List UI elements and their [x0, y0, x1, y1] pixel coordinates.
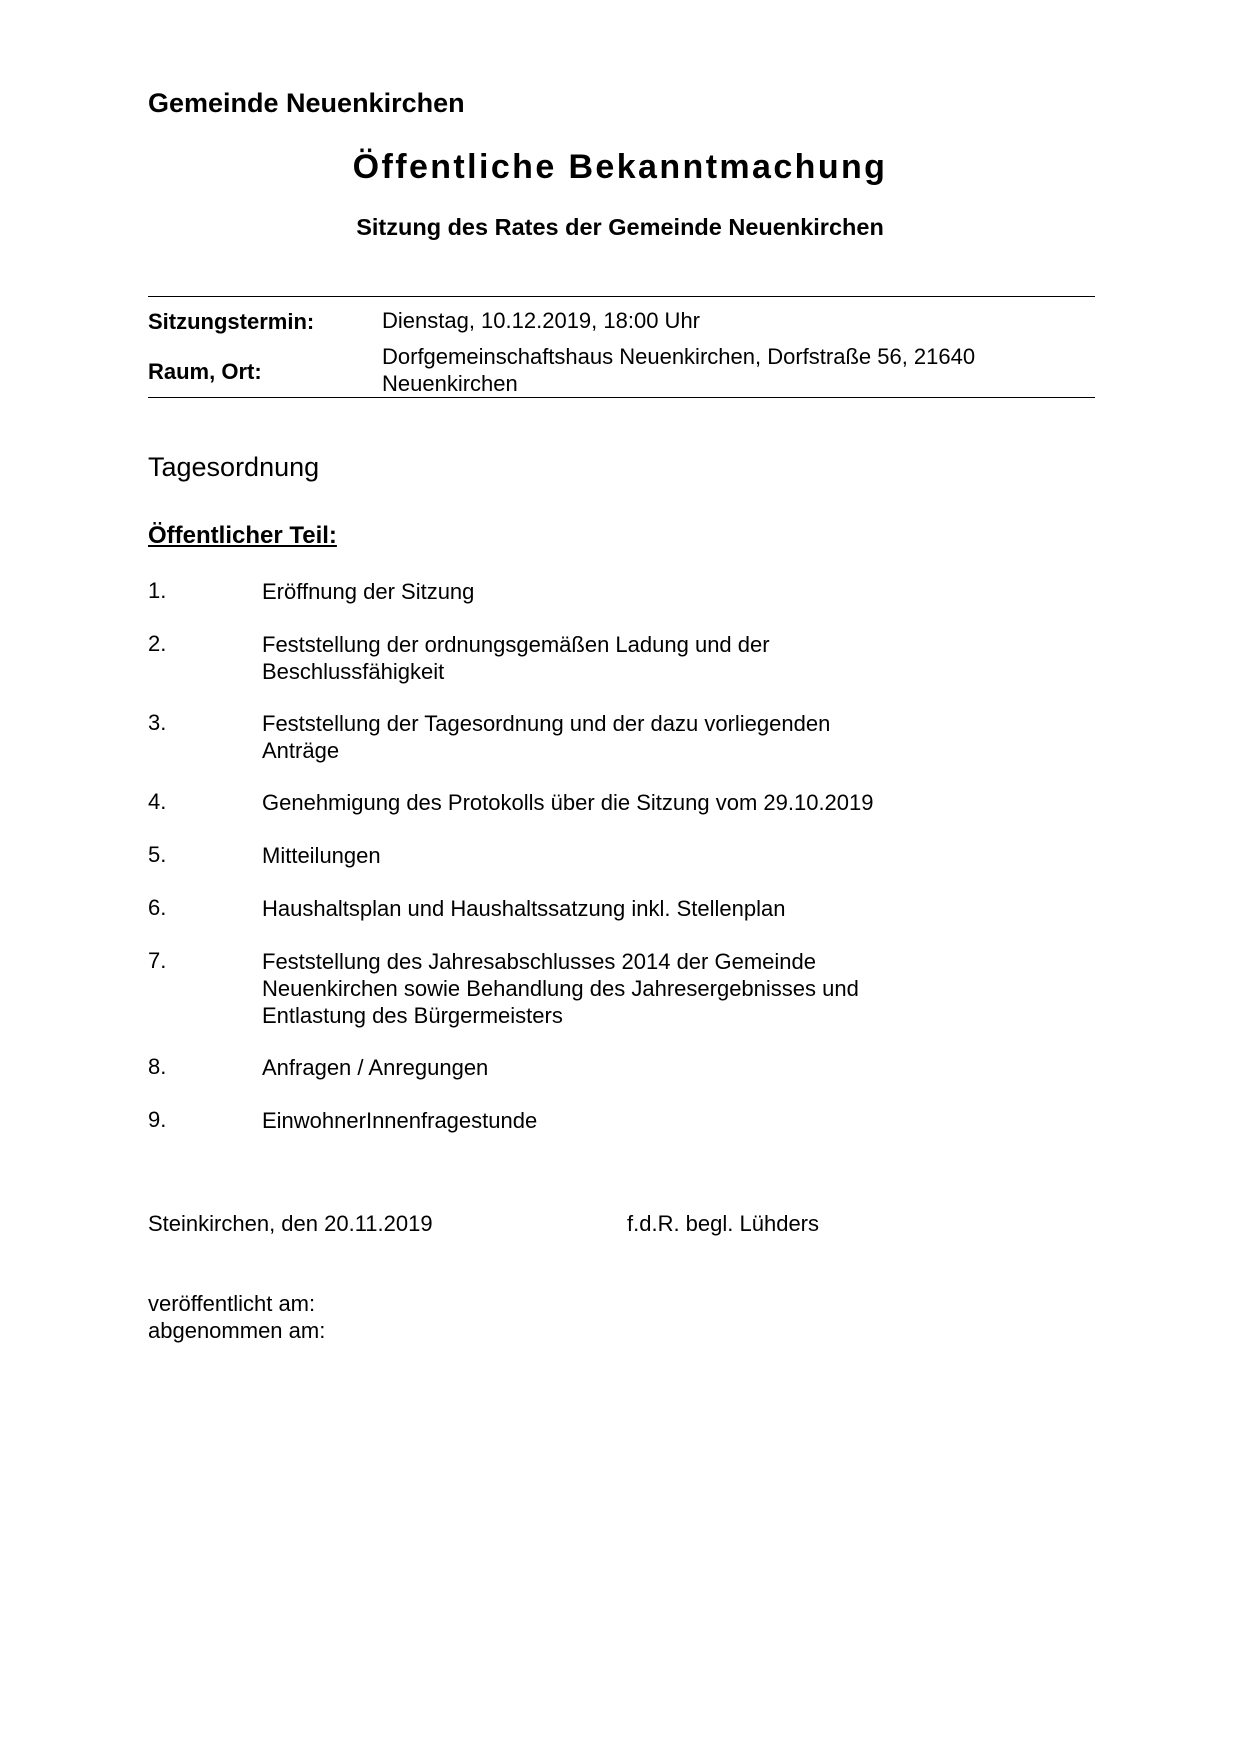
agenda-item-text: Mitteilungen — [262, 843, 381, 868]
place-date: Steinkirchen, den 20.11.2019 — [148, 1211, 433, 1236]
public-section-heading: Öffentlicher Teil: — [148, 522, 337, 549]
removed-label: abgenommen am: — [148, 1318, 326, 1343]
meeting-date-value: Dienstag, 10.12.2019, 18:00 Uhr — [382, 308, 701, 333]
agenda-item-text: Eröffnung der Sitzung — [262, 579, 475, 604]
agenda-item-number: 9. — [148, 1107, 167, 1132]
bottom-divider — [148, 397, 1095, 398]
agenda-item-number: 6. — [148, 895, 167, 920]
agenda-item-number: 1. — [148, 578, 167, 603]
meeting-place-value-line2: Neuenkirchen — [382, 371, 518, 396]
agenda-item-text: Anfragen / Anregungen — [262, 1055, 489, 1080]
top-divider — [148, 296, 1095, 297]
agenda-item-text: Feststellung des Jahresabschlusses 2014 der Gemeinde Neuenkirchen sowie Behandlung des Jahresergebnisses und Entlastung des Bürgermeisters — [262, 949, 859, 1028]
agenda-heading: Tagesordnung — [148, 452, 320, 482]
agenda-item-text: Feststellung der Tagesordnung und der dazu vorliegenden Anträge — [262, 711, 831, 763]
meeting-place-label: Raum, Ort: — [148, 359, 262, 384]
agenda-item-number: 7. — [148, 948, 167, 973]
meeting-place-value-line1: Dorfgemeinschaftshaus Neuenkirchen, Dorfstraße 56, 21640 — [382, 344, 976, 369]
agenda-item-text: EinwohnerInnenfragestunde — [262, 1108, 538, 1133]
agenda-item-text: Genehmigung des Protokolls über die Sitzung vom 29.10.2019 — [262, 790, 874, 815]
published-label: veröffentlicht am: — [148, 1291, 316, 1316]
agenda-item-number: 4. — [148, 789, 167, 814]
page-subtitle: Sitzung des Rates der Gemeinde Neuenkirchen — [356, 214, 884, 240]
meeting-date-label: Sitzungstermin: — [148, 309, 315, 334]
agenda-item-number: 8. — [148, 1054, 167, 1079]
agenda-item-number: 2. — [148, 631, 167, 656]
agenda-item-number: 3. — [148, 710, 167, 735]
municipality-name: Gemeinde Neuenkirchen — [148, 88, 465, 118]
agenda-item-text: Haushaltsplan und Haushaltssatzung inkl. Stellenplan — [262, 896, 786, 921]
signature-note: f.d.R. begl. Lühders — [627, 1211, 820, 1236]
agenda-item-text: Feststellung der ordnungsgemäßen Ladung und der Beschlussfähigkeit — [262, 632, 770, 684]
agenda-item-number: 5. — [148, 842, 167, 867]
page-title: Öffentliche Bekanntmachung — [352, 148, 888, 186]
